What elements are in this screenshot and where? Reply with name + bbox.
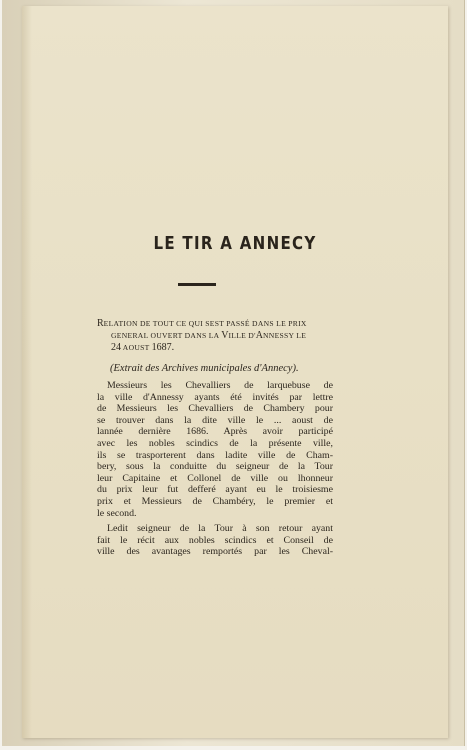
body-line: fait le récit aux nobles scindics et Conseil de xyxy=(97,534,333,546)
body-line: du prix leur fut defferé ayant eu le troisiesme xyxy=(97,484,333,496)
body-line: ville des avantages remportés par les Cheval- xyxy=(97,546,333,558)
body-line: se trouver dans la dite ville le ... aoust de xyxy=(97,414,333,426)
heading-line-2: GENERAL OUVERT DANS LA VILLE D'ANNESSY LE xyxy=(111,330,307,341)
page-title: LE TIR A ANNECY xyxy=(153,234,317,254)
relation-heading xyxy=(97,318,333,354)
body-line: bery, sous la conduitte du seigneur de la Tour xyxy=(97,461,333,473)
body-text xyxy=(97,380,333,558)
title-rule xyxy=(178,283,216,286)
heading-line-3: 24 AOUST 1687. xyxy=(111,342,175,353)
body-line: lannée dernière 1686. Après avoir participé xyxy=(97,426,333,438)
body-line: prix et Messieurs de Chambéry, le premier et xyxy=(97,495,333,507)
body-line: le second. xyxy=(97,507,137,519)
archive-source: (Extrait des Archives municipales d'Annecy). xyxy=(110,363,299,374)
heading-line-1: RELATION DE TOUT CE QUI SEST PASSÉ DANS LE PRIX xyxy=(97,318,307,329)
body-line: de Messieurs les Chevalliers de Chambery pour xyxy=(97,403,333,415)
body-line: la ville d'Annessy ayants été invités par lettre xyxy=(97,391,333,403)
body-line: Messieurs les Chevalliers de larquebuse de xyxy=(107,380,333,391)
body-line: leur Capitaine et Collonel de ville ou lhonneur xyxy=(97,472,333,484)
body-line: ils se trasporterent dans ladite ville de Cham- xyxy=(97,449,333,461)
document-page xyxy=(22,6,448,738)
body-line: Ledit seigneur de la Tour à son retour ayant xyxy=(107,523,333,535)
body-line: avec les nobles scindics de la présente ville, xyxy=(97,437,333,449)
